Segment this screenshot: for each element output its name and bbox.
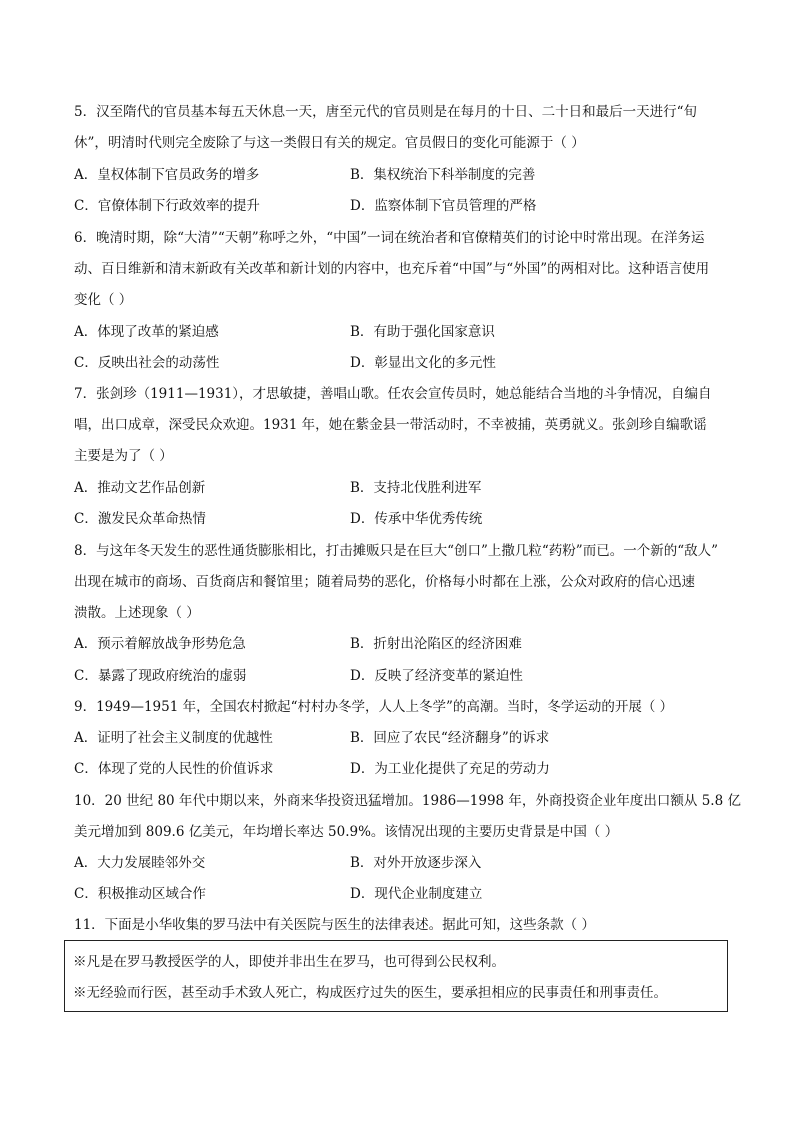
q10-option-b[interactable]: B．对外开放逐步深入 [350,855,482,871]
q7-stem-line-3: 主要是为了（ ） [74,448,173,464]
q8-stem-line-1: 8．与这年冬天发生的恶性通货膨胀相比，打击摊贩只是在巨大“创口”上撒几粒“药粉”而已。一个新的“敌人” [74,543,718,559]
q10-option-c[interactable]: C．积极推动区域合作 [74,886,206,902]
q6-stem-line-3: 变化（ ） [74,292,133,308]
q5-option-a[interactable]: A．皇权体制下官员政务的增多 [74,167,260,183]
q11-source-item-1: ※凡是在罗马教授医学的人，即使并非出生在罗马，也可得到公民权利。 [73,954,505,970]
q8-option-d[interactable]: D．反映了经济变革的紧迫性 [350,668,523,684]
q7-option-c[interactable]: C．激发民众革命热情 [74,511,206,527]
q7-option-b[interactable]: B．支持北伐胜利进军 [350,480,482,496]
q8-option-c[interactable]: C．暴露了现政府统治的虚弱 [74,668,247,684]
q6-option-a[interactable]: A．体现了改革的紧迫感 [74,324,219,340]
q8-stem-line-3: 溃散。上述现象（ ） [74,605,200,621]
q10-stem-line-1: 10．20 世纪 80 年代中期以来，外商来华投资迅猛增加。1986—1998 年，外商投资企业年度出口额从 5.8 亿 [74,793,741,809]
q5-option-c[interactable]: C．官僚体制下行政效率的提升 [74,198,260,214]
q8-option-b[interactable]: B．折射出沦陷区的经济困难 [350,636,522,652]
q9-stem-line-1: 9．1949—1951 年，全国农村掀起“村村办冬学，人人上冬学”的高潮。当时，冬学运动的开展（ ） [74,699,674,715]
q6-option-d[interactable]: D．彰显出文化的多元性 [350,355,496,371]
q5-option-d[interactable]: D．监察体制下官员管理的严格 [350,198,537,214]
q7-option-a[interactable]: A．推动文艺作品创新 [74,480,206,496]
q9-option-c[interactable]: C．体现了党的人民性的价值诉求 [74,761,274,777]
q6-option-c[interactable]: C．反映出社会的动荡性 [74,355,220,371]
q6-stem-line-1: 6．晚清时期，除“大清”“天朝”称呼之外，“中国”一词在统治者和官僚精英们的讨论中时常出现。在洋务运 [74,230,705,246]
q9-option-a[interactable]: A．证明了社会主义制度的优越性 [74,730,273,746]
q7-stem-line-2: 唱，出口成章，深受民众欢迎。1931 年，她在紫金县一带活动时，不幸被捕，英勇就义。张剑珍自编歌谣 [74,417,707,433]
q8-stem-line-2: 出现在城市的商场、百货商店和餐馆里；随着局势的恶化，价格每小时都在上涨，公众对政府的信心迅速 [74,574,695,590]
q7-stem-line-1: 7．张剑珍（1911—1931），才思敏捷，善唱山歌。任农会宣传员时，她总能结合当地的斗争情况，自编自 [74,386,712,402]
q7-option-d[interactable]: D．传承中华优秀传统 [350,511,483,527]
q8-option-a[interactable]: A．预示着解放战争形势危急 [74,636,246,652]
q9-option-d[interactable]: D．为工业化提供了充足的劳动力 [350,761,550,777]
q5-stem-line-1: 5．汉至隋代的官员基本每五天休息一天，唐至元代的官员则是在每月的十日、二十日和最后一天进行“旬 [74,104,697,120]
q10-option-d[interactable]: D．现代企业制度建立 [350,886,483,902]
q5-option-b[interactable]: B．集权统治下科举制度的完善 [350,167,536,183]
q9-option-b[interactable]: B．回应了农民“经济翻身”的诉求 [350,730,550,746]
q11-stem-line-1: 11．下面是小华收集的罗马法中有关医院与医生的法律表述。据此可知，这些条款（ ） [74,917,595,933]
q10-option-a[interactable]: A．大力发展睦邻外交 [74,855,206,871]
q10-stem-line-2: 美元增加到 809.6 亿美元，年均增长率达 50.9%。该情况出现的主要历史背景是中国（ ） [74,824,619,840]
q6-stem-line-2: 动、百日维新和清末新政有关改革和新计划的内容中，也充斥着“中国”与“外国”的两相对比。这种语言使用 [74,261,710,277]
q5-stem-line-2: 休”，明清时代则完全废除了与这一类假日有关的规定。官员假日的变化可能源于（ ） [74,135,585,151]
q11-source-box [64,940,728,1012]
q6-option-b[interactable]: B．有助于强化国家意识 [350,324,495,340]
q11-source-item-2: ※无经验而行医，甚至动手术致人死亡，构成医疗过失的医生，要承担相应的民事责任和刑事责任。 [73,985,667,1001]
